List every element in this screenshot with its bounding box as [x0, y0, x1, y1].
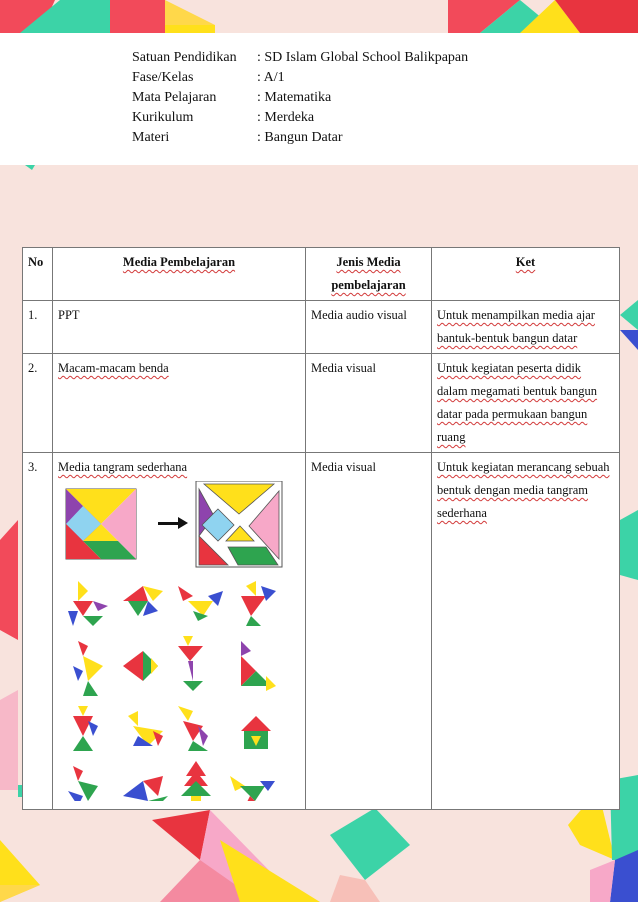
info-value: : Merdeka	[257, 110, 315, 125]
info-label: Satuan Pendidikan	[132, 50, 237, 65]
table-row	[23, 301, 620, 354]
info-row	[132, 68, 468, 88]
arrow-icon	[158, 517, 188, 529]
table-row	[23, 354, 620, 453]
table-row	[23, 453, 620, 810]
header-jenis: Jenis Media pembelajaran	[306, 248, 432, 301]
info-row	[132, 88, 468, 108]
info-label: Materi	[132, 130, 170, 145]
tangram-square-exploded	[196, 481, 282, 567]
media-table	[22, 247, 620, 810]
document-info	[132, 48, 468, 148]
info-value: : Matematika	[257, 90, 332, 105]
info-label: Mata Pelajaran	[132, 90, 217, 105]
cell-jenis: Media visual	[306, 453, 432, 810]
info-row	[132, 48, 468, 68]
tangram-illustration	[58, 481, 293, 801]
cell-jenis: Media audio visual	[306, 301, 432, 354]
tangram-figures	[68, 581, 276, 801]
header-media: Media Pembelajaran	[53, 248, 306, 301]
table-header-row	[23, 248, 620, 301]
cell-media: Macam-macam benda	[53, 354, 306, 453]
header-no: No	[23, 248, 53, 301]
tangram-square-assembled	[66, 489, 136, 559]
info-row	[132, 108, 468, 128]
cell-media: PPT	[53, 301, 306, 354]
cell-no: 2.	[23, 354, 53, 453]
cell-ket: Untuk kegiatan merancang sebuah bentuk dengan media tangram sederhana	[432, 453, 620, 810]
cell-media: Media tangram sederhana	[53, 453, 306, 810]
info-label: Fase/Kelas	[132, 70, 194, 85]
header-ket: Ket	[432, 248, 620, 301]
cell-ket: Untuk menampilkan media ajar bantuk-bentuk bangun datar	[432, 301, 620, 354]
cell-no: 3.	[23, 453, 53, 810]
info-value: : SD Islam Global School Balikpapan	[257, 50, 469, 65]
cell-ket: Untuk kegiatan peserta didik dalam megamati bentuk bangun datar pada permukaan bangun ruang	[432, 354, 620, 453]
info-value: : A/1	[257, 70, 285, 85]
info-value: : Bangun Datar	[257, 130, 343, 145]
cell-jenis: Media visual	[306, 354, 432, 453]
info-label: Kurikulum	[132, 110, 194, 125]
cell-no: 1.	[23, 301, 53, 354]
info-row	[132, 128, 468, 148]
